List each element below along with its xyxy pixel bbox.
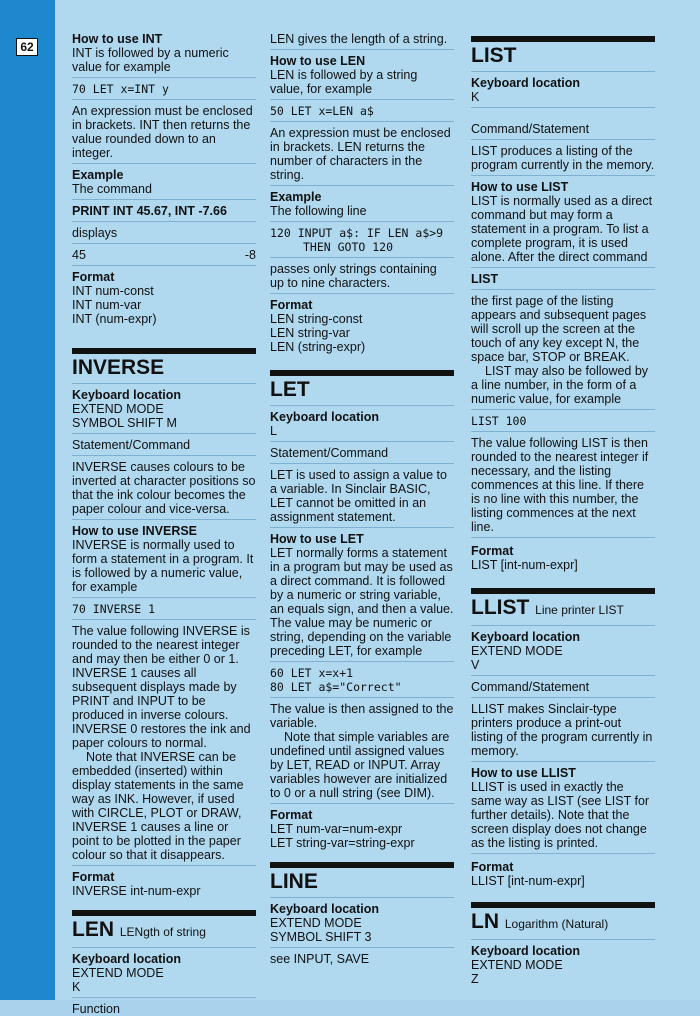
inverse-desc: INVERSE causes colours to be inverted at character positions so that the ink colour becomes the paper colour and vice-versa. bbox=[72, 460, 256, 520]
inverse-how-heading: How to use INVERSE bbox=[72, 524, 198, 538]
list-how-heading: How to use LIST bbox=[471, 180, 569, 194]
let-kl-heading: Keyboard location bbox=[270, 410, 380, 424]
llist-kl-heading: Keyboard location bbox=[471, 630, 581, 644]
llist-divider bbox=[471, 588, 655, 594]
int-result-right: -8 bbox=[244, 248, 256, 262]
ln-kl-2: Z bbox=[471, 972, 479, 986]
len-format-1: LEN string-const bbox=[270, 312, 363, 326]
let-code-1: 60 LET x=x+1 bbox=[270, 666, 354, 680]
len-code: 50 LET x=LEN a$ bbox=[270, 104, 454, 122]
llist-format: LLIST [int-num-expr] bbox=[471, 874, 585, 888]
llist-kl-2: V bbox=[471, 658, 655, 676]
list-body-2: LIST may also be followed by a line number, in the form of a numeric value, for example bbox=[471, 364, 655, 410]
inverse-how: INVERSE is normally used to form a statement in a program. It is followed by a numeric value, for example bbox=[72, 538, 256, 598]
ln-title bbox=[471, 910, 655, 940]
llist-kl-1: EXTEND MODE bbox=[471, 644, 563, 658]
inverse-type: Statement/Command bbox=[72, 438, 256, 456]
len-title bbox=[72, 918, 256, 948]
inverse-body-2: Note that INVERSE can be embedded (inserted) within display statements in the same way as INK. However, if used with CIRCLE, PLOT or DRAW, INVERSE 1 causes a line or point to be plotted in the paper colour so that it disappears. bbox=[72, 750, 256, 866]
let-how: LET normally forms a statement in a program but may be used as a direct command. It is followed by a numeric or string variable, an equals sign, and then a value. The value may be numeric or string, depending on the variable preceding LET, for example bbox=[270, 546, 454, 662]
int-how-heading: How to use INT bbox=[72, 32, 163, 46]
ln-subtitle: Logarithm (Natural) bbox=[504, 917, 609, 931]
inverse-divider bbox=[72, 348, 256, 354]
line-see: see INPUT, SAVE bbox=[270, 952, 370, 966]
ln-kl-1: EXTEND MODE bbox=[471, 958, 563, 972]
let-body-1: The value is then assigned to the variable. bbox=[270, 702, 454, 730]
list-desc: LIST produces a listing of the program currently in the memory. bbox=[471, 144, 655, 176]
list-body-3: The value following LIST is then rounded to the nearest integer if necessary, and the listing commences at this line. If there is no line with this number, the listing commences at the next line. bbox=[471, 436, 655, 538]
column-3 bbox=[471, 32, 655, 986]
int-example-heading: Example bbox=[72, 168, 124, 182]
llist-format-heading: Format bbox=[471, 860, 514, 874]
list-type: Command/Statement bbox=[471, 122, 655, 140]
line-kl-1: EXTEND MODE bbox=[270, 916, 362, 930]
len-desc: LEN gives the length of a string. bbox=[270, 32, 454, 50]
llist-how-heading: How to use LLIST bbox=[471, 766, 576, 780]
let-body-2: Note that simple variables are undefined until assigned values by LET, READ or INPUT. Array variables however are initialized to 0 or a null string (see DIM). bbox=[270, 730, 454, 804]
column-1 bbox=[72, 32, 256, 1016]
len-type: Function bbox=[72, 1002, 120, 1016]
len-format-3: LEN (string-expr) bbox=[270, 340, 366, 354]
let-desc: LET is used to assign a value to a variable. In Sinclair BASIC, LET cannot be omitted in an assignment statement. bbox=[270, 468, 454, 528]
inverse-code: 70 INVERSE 1 bbox=[72, 602, 256, 620]
ln-divider bbox=[471, 902, 655, 908]
inverse-kl-heading: Keyboard location bbox=[72, 388, 182, 402]
list-title: LIST bbox=[471, 44, 655, 72]
int-displays: displays bbox=[72, 226, 256, 244]
let-divider bbox=[270, 370, 454, 376]
len-example-line-1: 120 INPUT a$: IF LEN a$>9 bbox=[270, 226, 444, 240]
list-code: LIST 100 bbox=[471, 414, 655, 432]
let-how-heading: How to use LET bbox=[270, 532, 364, 546]
list-how: LIST is normally used as a direct command but may form a statement in a program. To list a complete program, it is used alone. After the direct command bbox=[471, 194, 655, 268]
llist-desc: LLIST makes Sinclair-type printers produce a print-out listing of the program currently in memory. bbox=[471, 702, 655, 762]
int-format-3: INT (num-expr) bbox=[72, 312, 157, 326]
int-note: An expression must be enclosed in brackets. INT then returns the value rounded down to an integer. bbox=[72, 104, 256, 164]
int-result-left: 45 bbox=[72, 248, 86, 262]
len-title-text: LEN bbox=[72, 918, 114, 941]
int-result-row bbox=[72, 248, 256, 266]
len-divider bbox=[72, 910, 256, 916]
list-body-1: the first page of the listing appears and subsequent pages will scroll up the screen at the touch of any key except N, the space bar, STOP or BREAK. bbox=[471, 294, 647, 364]
list-kl: K bbox=[471, 90, 655, 108]
len-note: An expression must be enclosed in brackets. LEN returns the number of characters in the string. bbox=[270, 126, 454, 186]
llist-type: Command/Statement bbox=[471, 680, 655, 698]
int-format-1: INT num-const bbox=[72, 284, 154, 298]
line-kl-2: SYMBOL SHIFT 3 bbox=[270, 930, 454, 948]
inverse-kl-1: EXTEND MODE bbox=[72, 402, 164, 416]
let-kl: L bbox=[270, 424, 454, 442]
list-kl-heading: Keyboard location bbox=[471, 76, 581, 90]
len-example-heading: Example bbox=[270, 190, 322, 204]
let-format-2: LET string-var=string-expr bbox=[270, 836, 415, 850]
list-format-heading: Format bbox=[471, 544, 514, 558]
int-example-text: The command bbox=[72, 182, 256, 200]
list-divider bbox=[471, 36, 655, 42]
int-command: PRINT INT 45.67, INT -7.66 bbox=[72, 204, 256, 222]
let-format-1: LET num-var=num-expr bbox=[270, 822, 403, 836]
llist-title bbox=[471, 596, 655, 626]
let-code-2: 80 LET a$="Correct" bbox=[270, 680, 454, 698]
len-format-2: LEN string-var bbox=[270, 326, 350, 340]
llist-title-text: LLIST bbox=[471, 596, 530, 619]
list-code-plain: LIST bbox=[471, 272, 655, 290]
inverse-format-heading: Format bbox=[72, 870, 115, 884]
llist-subtitle: Line printer LIST bbox=[535, 603, 624, 617]
column-2 bbox=[270, 32, 454, 966]
int-how-text: INT is followed by a numeric value for example bbox=[72, 46, 256, 78]
len-kl-2: K bbox=[72, 980, 256, 998]
int-example-code: 70 LET x=INT y bbox=[72, 82, 256, 100]
len-format-heading: Format bbox=[270, 298, 313, 312]
len-kl-heading: Keyboard location bbox=[72, 952, 182, 966]
len-kl-1: EXTEND MODE bbox=[72, 966, 164, 980]
page-number: 62 bbox=[16, 38, 38, 56]
line-divider bbox=[270, 862, 454, 868]
len-subtitle: LENgth of string bbox=[119, 925, 206, 939]
list-format: LIST [int-num-expr] bbox=[471, 558, 578, 572]
inverse-body-1: The value following INVERSE is rounded to the nearest integer and may then be either 0 or 1. INVERSE 1 causes all subsequent displays made by PRINT and INPUT to be produced in inverse colours. INVERSE 0 restores the ink and paper colours to normal. bbox=[72, 624, 251, 750]
len-example-line-2: THEN GOTO 120 bbox=[270, 240, 454, 258]
let-type: Statement/Command bbox=[270, 446, 454, 464]
inverse-format: INVERSE int-num-expr bbox=[72, 884, 201, 898]
line-kl-heading: Keyboard location bbox=[270, 902, 380, 916]
ln-kl-heading: Keyboard location bbox=[471, 944, 581, 958]
llist-how: LLIST is used in exactly the same way as LIST (see LIST for further details). Note that the screen display does not change as the listing is printed. bbox=[471, 780, 655, 854]
let-format-heading: Format bbox=[270, 808, 313, 822]
let-title: LET bbox=[270, 378, 454, 406]
inverse-kl-2: SYMBOL SHIFT M bbox=[72, 416, 256, 434]
line-title: LINE bbox=[270, 870, 454, 898]
inverse-title: INVERSE bbox=[72, 356, 256, 384]
left-color-bar bbox=[0, 0, 55, 1000]
len-how-heading: How to use LEN bbox=[270, 54, 366, 68]
len-example-text: The following line bbox=[270, 204, 454, 222]
len-example-after: passes only strings containing up to nine characters. bbox=[270, 262, 454, 294]
len-how: LEN is followed by a string value, for example bbox=[270, 68, 454, 100]
ln-title-text: LN bbox=[471, 910, 499, 933]
int-format-heading: Format bbox=[72, 270, 115, 284]
int-format-2: INT num-var bbox=[72, 298, 142, 312]
